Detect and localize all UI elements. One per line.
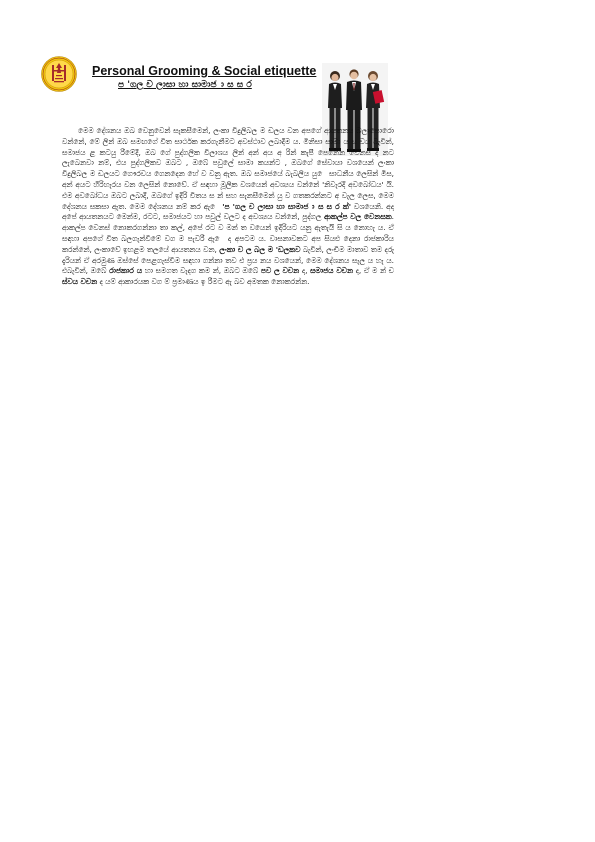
text-run: ද, ඒ ම න් ච [352,266,394,276]
document-subtitle: ප 'ගල ච ලාසා හා සාමාජ ා ස ස ර [118,80,252,90]
bold-phrase: රාජකාර ය [109,266,143,276]
text-run: වශයෙනි. අද අපේ ආයතනයට මෙන්ම, රටට, සමාජයට හා පවුල් වලට ද අවශ්‍යය වන්නේ, පුද්ගල [62,201,394,222]
text-run: බැවින්, ලංචිම මාතාව තම දරු දැරියන් ඒ අරමුණ ඔස්සේ පෙළගැස්වීම සඳහා ගන්නා තව එ ප්‍රය නය වශයෙන්, මෙම දේශනය සැල ය හැ ය. එබැවින්, ඔබේ [62,244,395,276]
bold-phrase: ලංකා ච ල බල ම 'ඩලකව [219,244,301,254]
text-run: . ආකල්ප වෙනස් නොකරගන්නා තා කල්, අපේ රට ව මන් ත වයෙන් ඉදිරියට යනු ඇතැයි සි ය නොහැ ය. ඒ සඳහා අපගේ විත බලගැන්වීමේ වග ම පැවරී ඇ ෙ ද අපටම ය. වාසනාවකට අප සියළු දෙනා රාජකාරිය කරන්නේ, ලංකාවේ ඉහළම තලයේ ආයතනය වන, [62,212,394,254]
text-run: ද, [299,266,311,276]
organization-logo [41,56,77,92]
bold-phrase: පව ල වචන [260,266,300,276]
body-text [62,126,394,288]
text-run: මෙම දේශනය ඔබ වෙනුවෙන් සැකසීමෙන්, ලංකා විදුලිබල ම ඩලය වන අපගේ ආයතනය බලාපොරො වන්නේ, මේ ලින් ඔබ සමඟගේ විත සාර්ථක කරගැනීමට අවස්ථාව ලබාදීම ය. මිනිසා සාමා ය ස වය බැවින්, සමාජය ළ කටයු රීමේදී, ඔබ ගේ පුද්ගලික විලාශය ලින් අන් අය අ රින් කැපී පෙනෙන වෙනස ද නට ලැබෙනවා නම්, එය පුද්ගලිකව ඔබට , ඔබේ පවුලේ සාමා කයන්ට , ඔබගේ සේවායා වශයෙන් ලංකා විදුලිබල ම ඩලයට ගෞරවය ගෙනදෙන හේ ව වනු ඇත. ඔබ සමාජයේ බැබලිය යු ෙ සාධනීය ලෙසින් මිස, අන් අයට හිරිහැරය වන ලෙසින් නොවේ. ඒ සඳහා මූලික වශයෙන් අවශ්‍යය වන්නේ 'නිවැරදි අවබෝධය' යි. එම අවබෝධය ඔබට ලබාදී, ඔබගේ ඉදිරි විතය ස න් සහ සැනසීමෙන් යු ව ගතකරන්නට අ වැල ලෙස, මෙම දේශනය සකසා ඇත. මෙම දේශනය නම් කර ඇ ෙ [62,126,394,211]
body-paragraph [62,126,394,288]
document-title: Personal Grooming & Social etiquette [92,64,317,78]
text-run: හා සමගත වැදග කම න්, ඔබට ඔබේ [142,266,261,276]
bold-phrase: ස්වය වචන [62,277,98,287]
text-run: ද යම් ආකාරයක වග ම් ප්‍රමාණය ඉ රීමට ඇ බව අමතක නොකරන්න. [97,277,310,287]
bold-phrase: 'ප 'ගල ච ලාසා හා සාමාජ ා ස ස ර ක්' [222,201,351,211]
bold-phrase: සමාජය වචන [310,266,353,276]
bold-phrase: ආකල්ප වල වෙනසක [324,212,392,222]
